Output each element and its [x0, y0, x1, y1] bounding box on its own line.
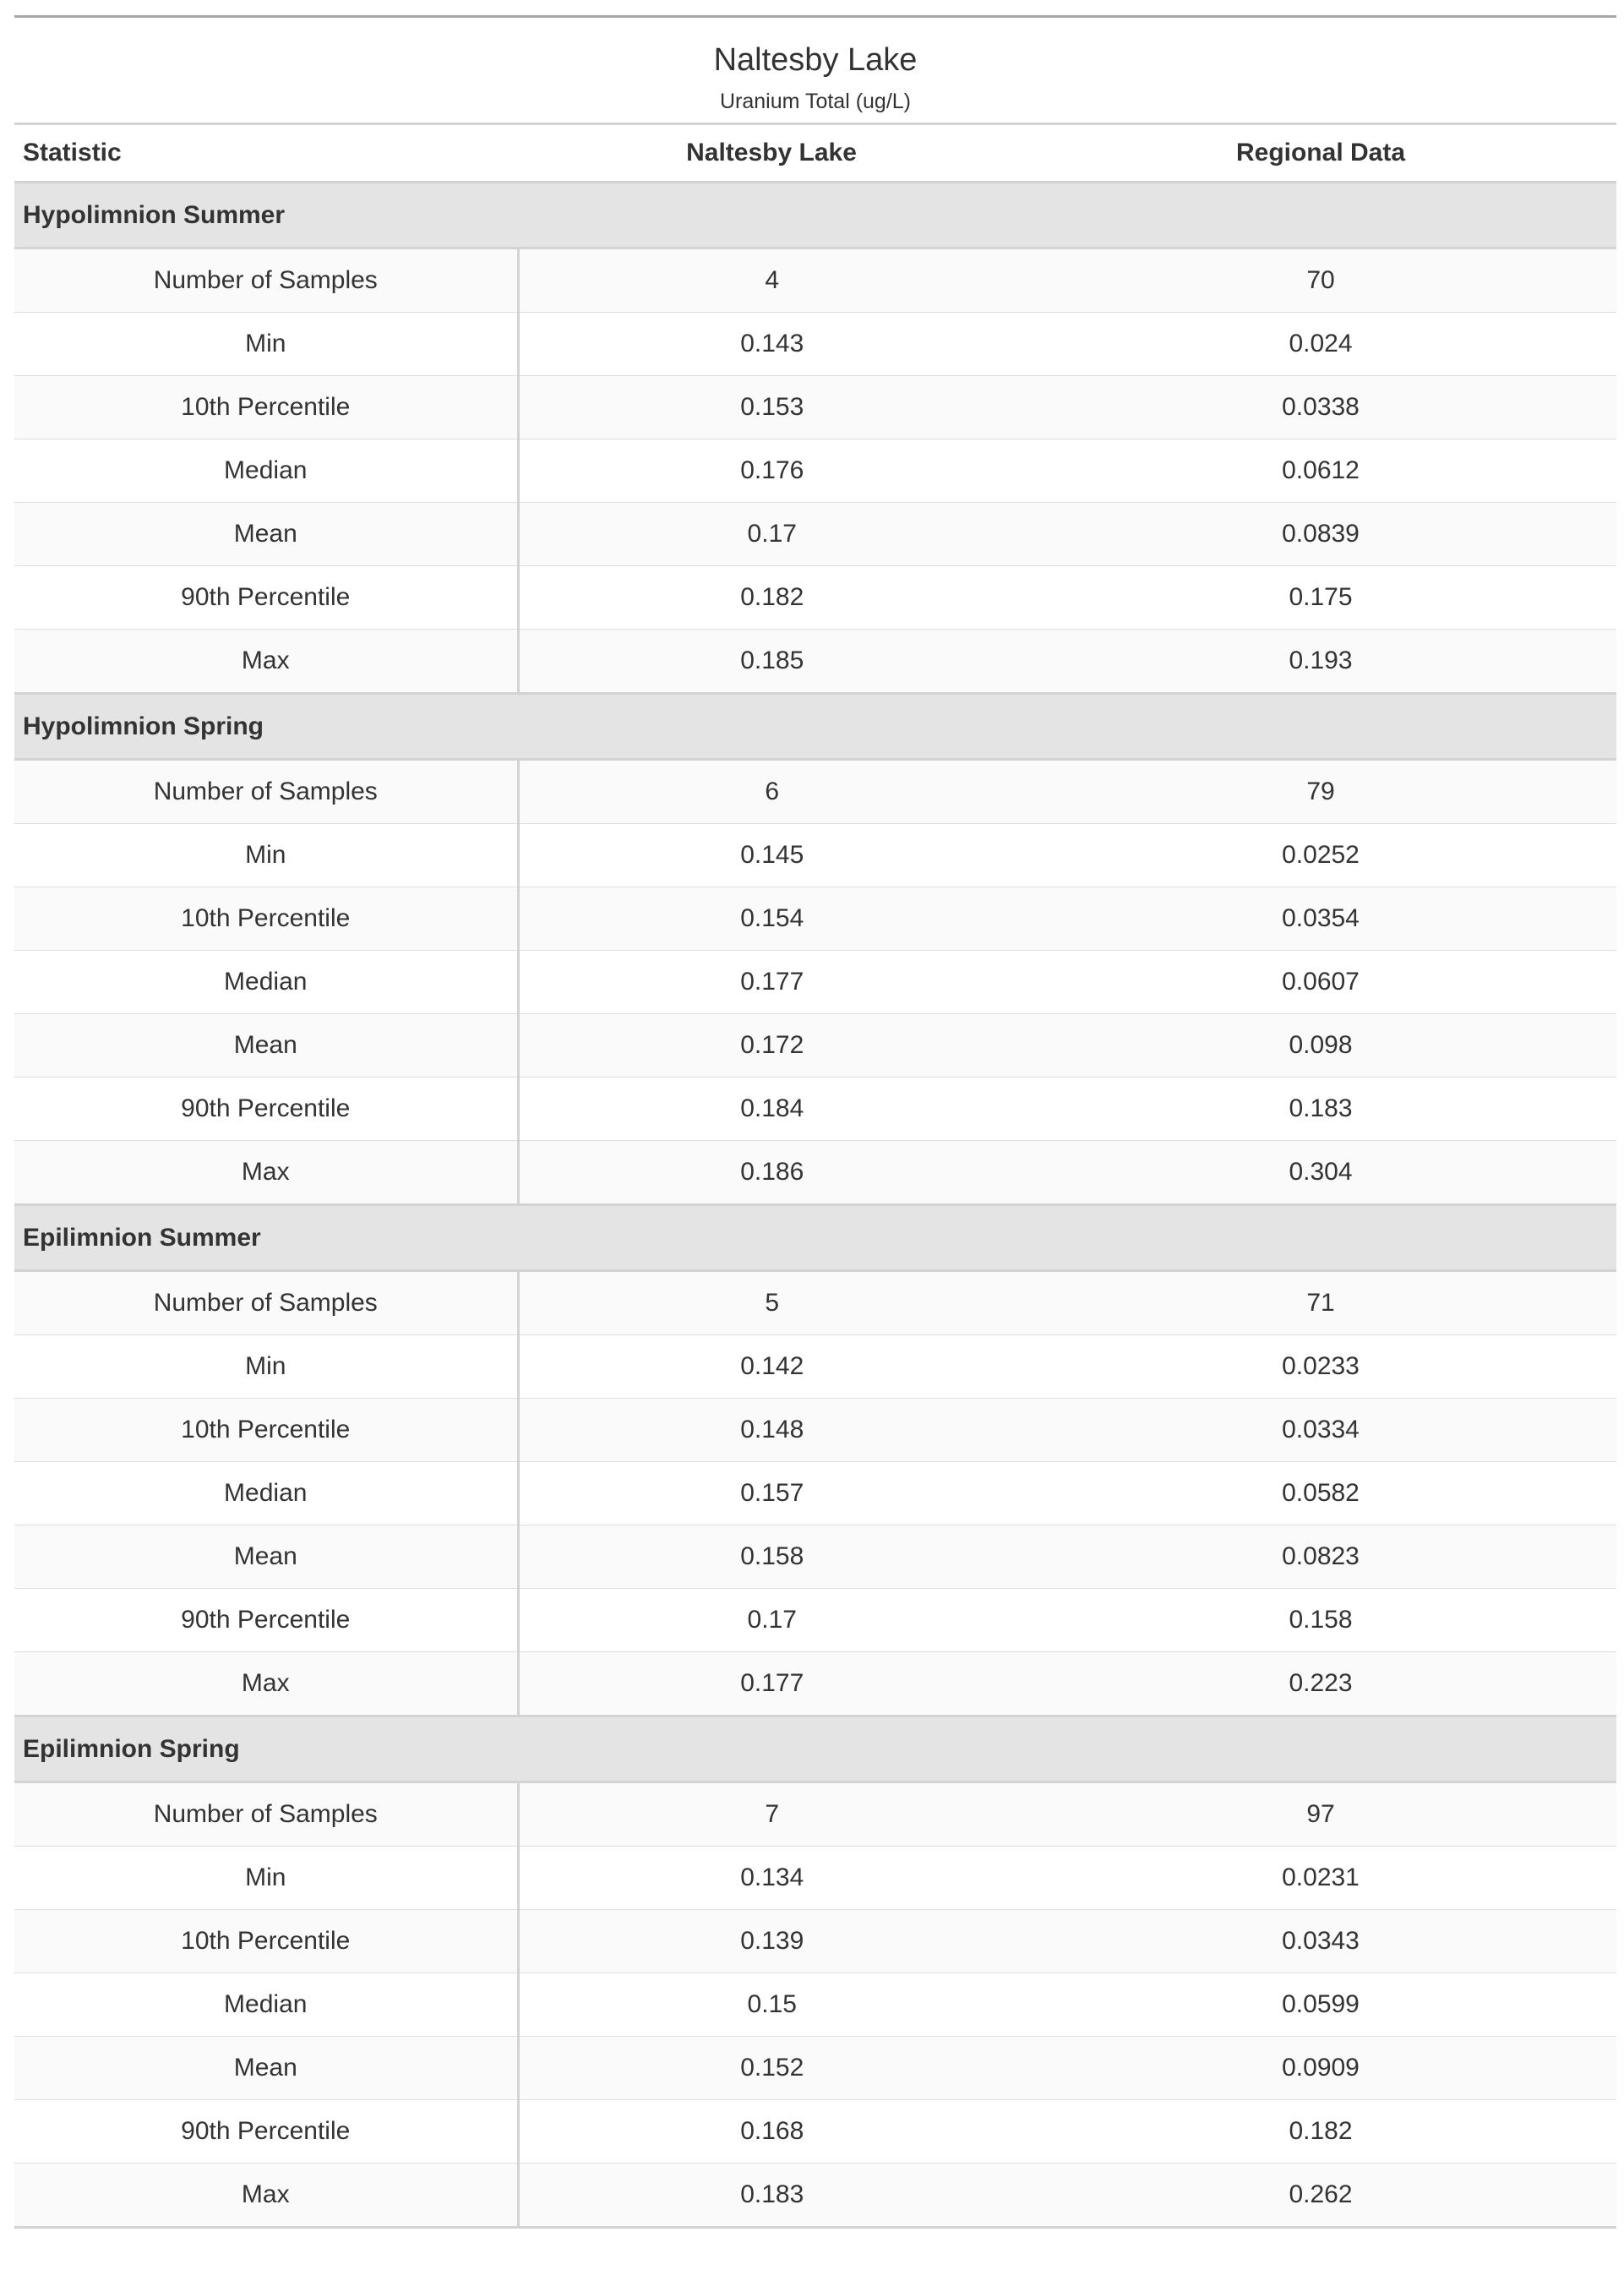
- statistic-cell: Mean: [14, 503, 518, 566]
- regional-value-cell: 0.183: [1025, 1078, 1616, 1141]
- lake-value-cell: 0.145: [518, 824, 1025, 887]
- group-row: [14, 183, 1616, 248]
- lake-value-cell: 4: [518, 248, 1025, 313]
- statistic-cell: Number of Samples: [14, 1782, 518, 1847]
- table-row: [14, 1271, 1616, 1335]
- regional-value-cell: 0.098: [1025, 1014, 1616, 1078]
- regional-value-cell: 0.0252: [1025, 824, 1616, 887]
- regional-value-cell: 0.0233: [1025, 1335, 1616, 1399]
- lake-value-cell: 0.148: [518, 1399, 1025, 1462]
- table-row: [14, 1782, 1616, 1847]
- table-row: [14, 2164, 1616, 2228]
- table-body: [14, 183, 1616, 2228]
- lake-value-cell: 0.154: [518, 887, 1025, 951]
- regional-value-cell: 70: [1025, 248, 1616, 313]
- group-row: [14, 694, 1616, 760]
- statistic-cell: Number of Samples: [14, 760, 518, 824]
- lake-value-cell: 5: [518, 1271, 1025, 1335]
- lake-value-cell: 0.134: [518, 1847, 1025, 1910]
- statistic-cell: Median: [14, 1973, 518, 2037]
- lake-value-cell: 0.177: [518, 951, 1025, 1014]
- column-header-statistic: Statistic: [14, 124, 518, 183]
- lake-value-cell: 7: [518, 1782, 1025, 1847]
- statistic-cell: 10th Percentile: [14, 1910, 518, 1973]
- regional-value-cell: 0.175: [1025, 566, 1616, 630]
- summary-table-container: [14, 15, 1616, 2230]
- table-row: [14, 1973, 1616, 2037]
- lake-value-cell: 0.142: [518, 1335, 1025, 1399]
- regional-value-cell: 0.0231: [1025, 1847, 1616, 1910]
- statistic-cell: Number of Samples: [14, 1271, 518, 1335]
- lake-value-cell: 0.157: [518, 1462, 1025, 1525]
- table-title-cell: [14, 17, 1616, 124]
- column-header-lake: Naltesby Lake: [518, 124, 1025, 183]
- table-row: [14, 1847, 1616, 1910]
- group-label: Hypolimnion Summer: [14, 183, 1616, 248]
- table-row: [14, 2037, 1616, 2100]
- statistic-cell: Number of Samples: [14, 248, 518, 313]
- table-row: [14, 1462, 1616, 1525]
- table-row: [14, 313, 1616, 376]
- group-row: [14, 1205, 1616, 1271]
- regional-value-cell: 0.304: [1025, 1141, 1616, 1205]
- lake-value-cell: 0.15: [518, 1973, 1025, 2037]
- table-row: [14, 1910, 1616, 1973]
- group-row: [14, 1716, 1616, 1782]
- lake-value-cell: 0.186: [518, 1141, 1025, 1205]
- statistic-cell: 90th Percentile: [14, 2100, 518, 2164]
- table-row: [14, 503, 1616, 566]
- lake-value-cell: 0.152: [518, 2037, 1025, 2100]
- table-subtitle: Uranium Total (ug/L): [719, 90, 912, 113]
- table-row: [14, 376, 1616, 439]
- statistic-cell: Median: [14, 951, 518, 1014]
- statistic-cell: Mean: [14, 1525, 518, 1589]
- statistic-cell: 90th Percentile: [14, 566, 518, 630]
- statistic-cell: Mean: [14, 1014, 518, 1078]
- table-row: [14, 1399, 1616, 1462]
- regional-value-cell: 79: [1025, 760, 1616, 824]
- summary-statistics-table: [14, 15, 1616, 2230]
- table-row: [14, 630, 1616, 694]
- group-label: Hypolimnion Spring: [14, 694, 1616, 760]
- statistic-cell: Min: [14, 1847, 518, 1910]
- lake-value-cell: 0.139: [518, 1910, 1025, 1973]
- statistic-cell: Median: [14, 1462, 518, 1525]
- statistic-cell: 10th Percentile: [14, 376, 518, 439]
- table-row: [14, 566, 1616, 630]
- lake-value-cell: 0.184: [518, 1078, 1025, 1141]
- statistic-cell: Min: [14, 1335, 518, 1399]
- statistic-cell: Max: [14, 630, 518, 694]
- table-row: [14, 2100, 1616, 2164]
- lake-value-cell: 0.183: [518, 2164, 1025, 2228]
- group-label: Epilimnion Summer: [14, 1205, 1616, 1271]
- table-row: [14, 1525, 1616, 1589]
- regional-value-cell: 0.0343: [1025, 1910, 1616, 1973]
- table-row: [14, 439, 1616, 503]
- regional-value-cell: 0.0334: [1025, 1399, 1616, 1462]
- statistic-cell: Max: [14, 2164, 518, 2228]
- statistic-cell: Min: [14, 313, 518, 376]
- statistic-cell: Median: [14, 439, 518, 503]
- regional-value-cell: 0.223: [1025, 1652, 1616, 1716]
- statistic-cell: 10th Percentile: [14, 1399, 518, 1462]
- statistic-cell: Max: [14, 1141, 518, 1205]
- statistic-cell: Max: [14, 1652, 518, 1716]
- column-header-row: [14, 124, 1616, 183]
- table-row: [14, 1141, 1616, 1205]
- statistic-cell: 90th Percentile: [14, 1589, 518, 1652]
- table-row: [14, 1652, 1616, 1716]
- group-label: Epilimnion Spring: [14, 1716, 1616, 1782]
- regional-value-cell: 0.182: [1025, 2100, 1616, 2164]
- table-row: [14, 1335, 1616, 1399]
- lake-value-cell: 0.158: [518, 1525, 1025, 1589]
- regional-value-cell: 0.0909: [1025, 2037, 1616, 2100]
- lake-value-cell: 6: [518, 760, 1025, 824]
- table-footer-cell: [14, 2228, 1616, 2231]
- table-row: [14, 248, 1616, 313]
- table-title: Naltesby Lake: [713, 42, 918, 78]
- table-row: [14, 1014, 1616, 1078]
- table-row: [14, 1078, 1616, 1141]
- regional-value-cell: 71: [1025, 1271, 1616, 1335]
- table-header: [14, 17, 1616, 183]
- regional-value-cell: 0.0607: [1025, 951, 1616, 1014]
- regional-value-cell: 0.0839: [1025, 503, 1616, 566]
- lake-value-cell: 0.182: [518, 566, 1025, 630]
- regional-value-cell: 0.024: [1025, 313, 1616, 376]
- lake-value-cell: 0.172: [518, 1014, 1025, 1078]
- regional-value-cell: 0.0599: [1025, 1973, 1616, 2037]
- lake-value-cell: 0.17: [518, 1589, 1025, 1652]
- regional-value-cell: 0.0582: [1025, 1462, 1616, 1525]
- regional-value-cell: 0.193: [1025, 630, 1616, 694]
- statistic-cell: 90th Percentile: [14, 1078, 518, 1141]
- regional-value-cell: 0.0612: [1025, 439, 1616, 503]
- statistic-cell: 10th Percentile: [14, 887, 518, 951]
- table-title-block: [268, 26, 1363, 114]
- lake-value-cell: 0.143: [518, 313, 1025, 376]
- table-row: [14, 1589, 1616, 1652]
- lake-value-cell: 0.185: [518, 630, 1025, 694]
- lake-value-cell: 0.168: [518, 2100, 1025, 2164]
- column-header-regional: Regional Data: [1025, 124, 1616, 183]
- regional-value-cell: 0.0354: [1025, 887, 1616, 951]
- regional-value-cell: 97: [1025, 1782, 1616, 1847]
- lake-value-cell: 0.153: [518, 376, 1025, 439]
- table-footer-rule: [14, 2228, 1616, 2231]
- statistic-cell: Min: [14, 824, 518, 887]
- table-row: [14, 887, 1616, 951]
- table-title-row: [14, 17, 1616, 124]
- regional-value-cell: 0.262: [1025, 2164, 1616, 2228]
- table-row: [14, 760, 1616, 824]
- table-footer: [14, 2228, 1616, 2231]
- regional-value-cell: 0.0823: [1025, 1525, 1616, 1589]
- lake-value-cell: 0.177: [518, 1652, 1025, 1716]
- lake-value-cell: 0.176: [518, 439, 1025, 503]
- lake-value-cell: 0.17: [518, 503, 1025, 566]
- table-row: [14, 951, 1616, 1014]
- regional-value-cell: 0.158: [1025, 1589, 1616, 1652]
- statistic-cell: Mean: [14, 2037, 518, 2100]
- table-row: [14, 824, 1616, 887]
- regional-value-cell: 0.0338: [1025, 376, 1616, 439]
